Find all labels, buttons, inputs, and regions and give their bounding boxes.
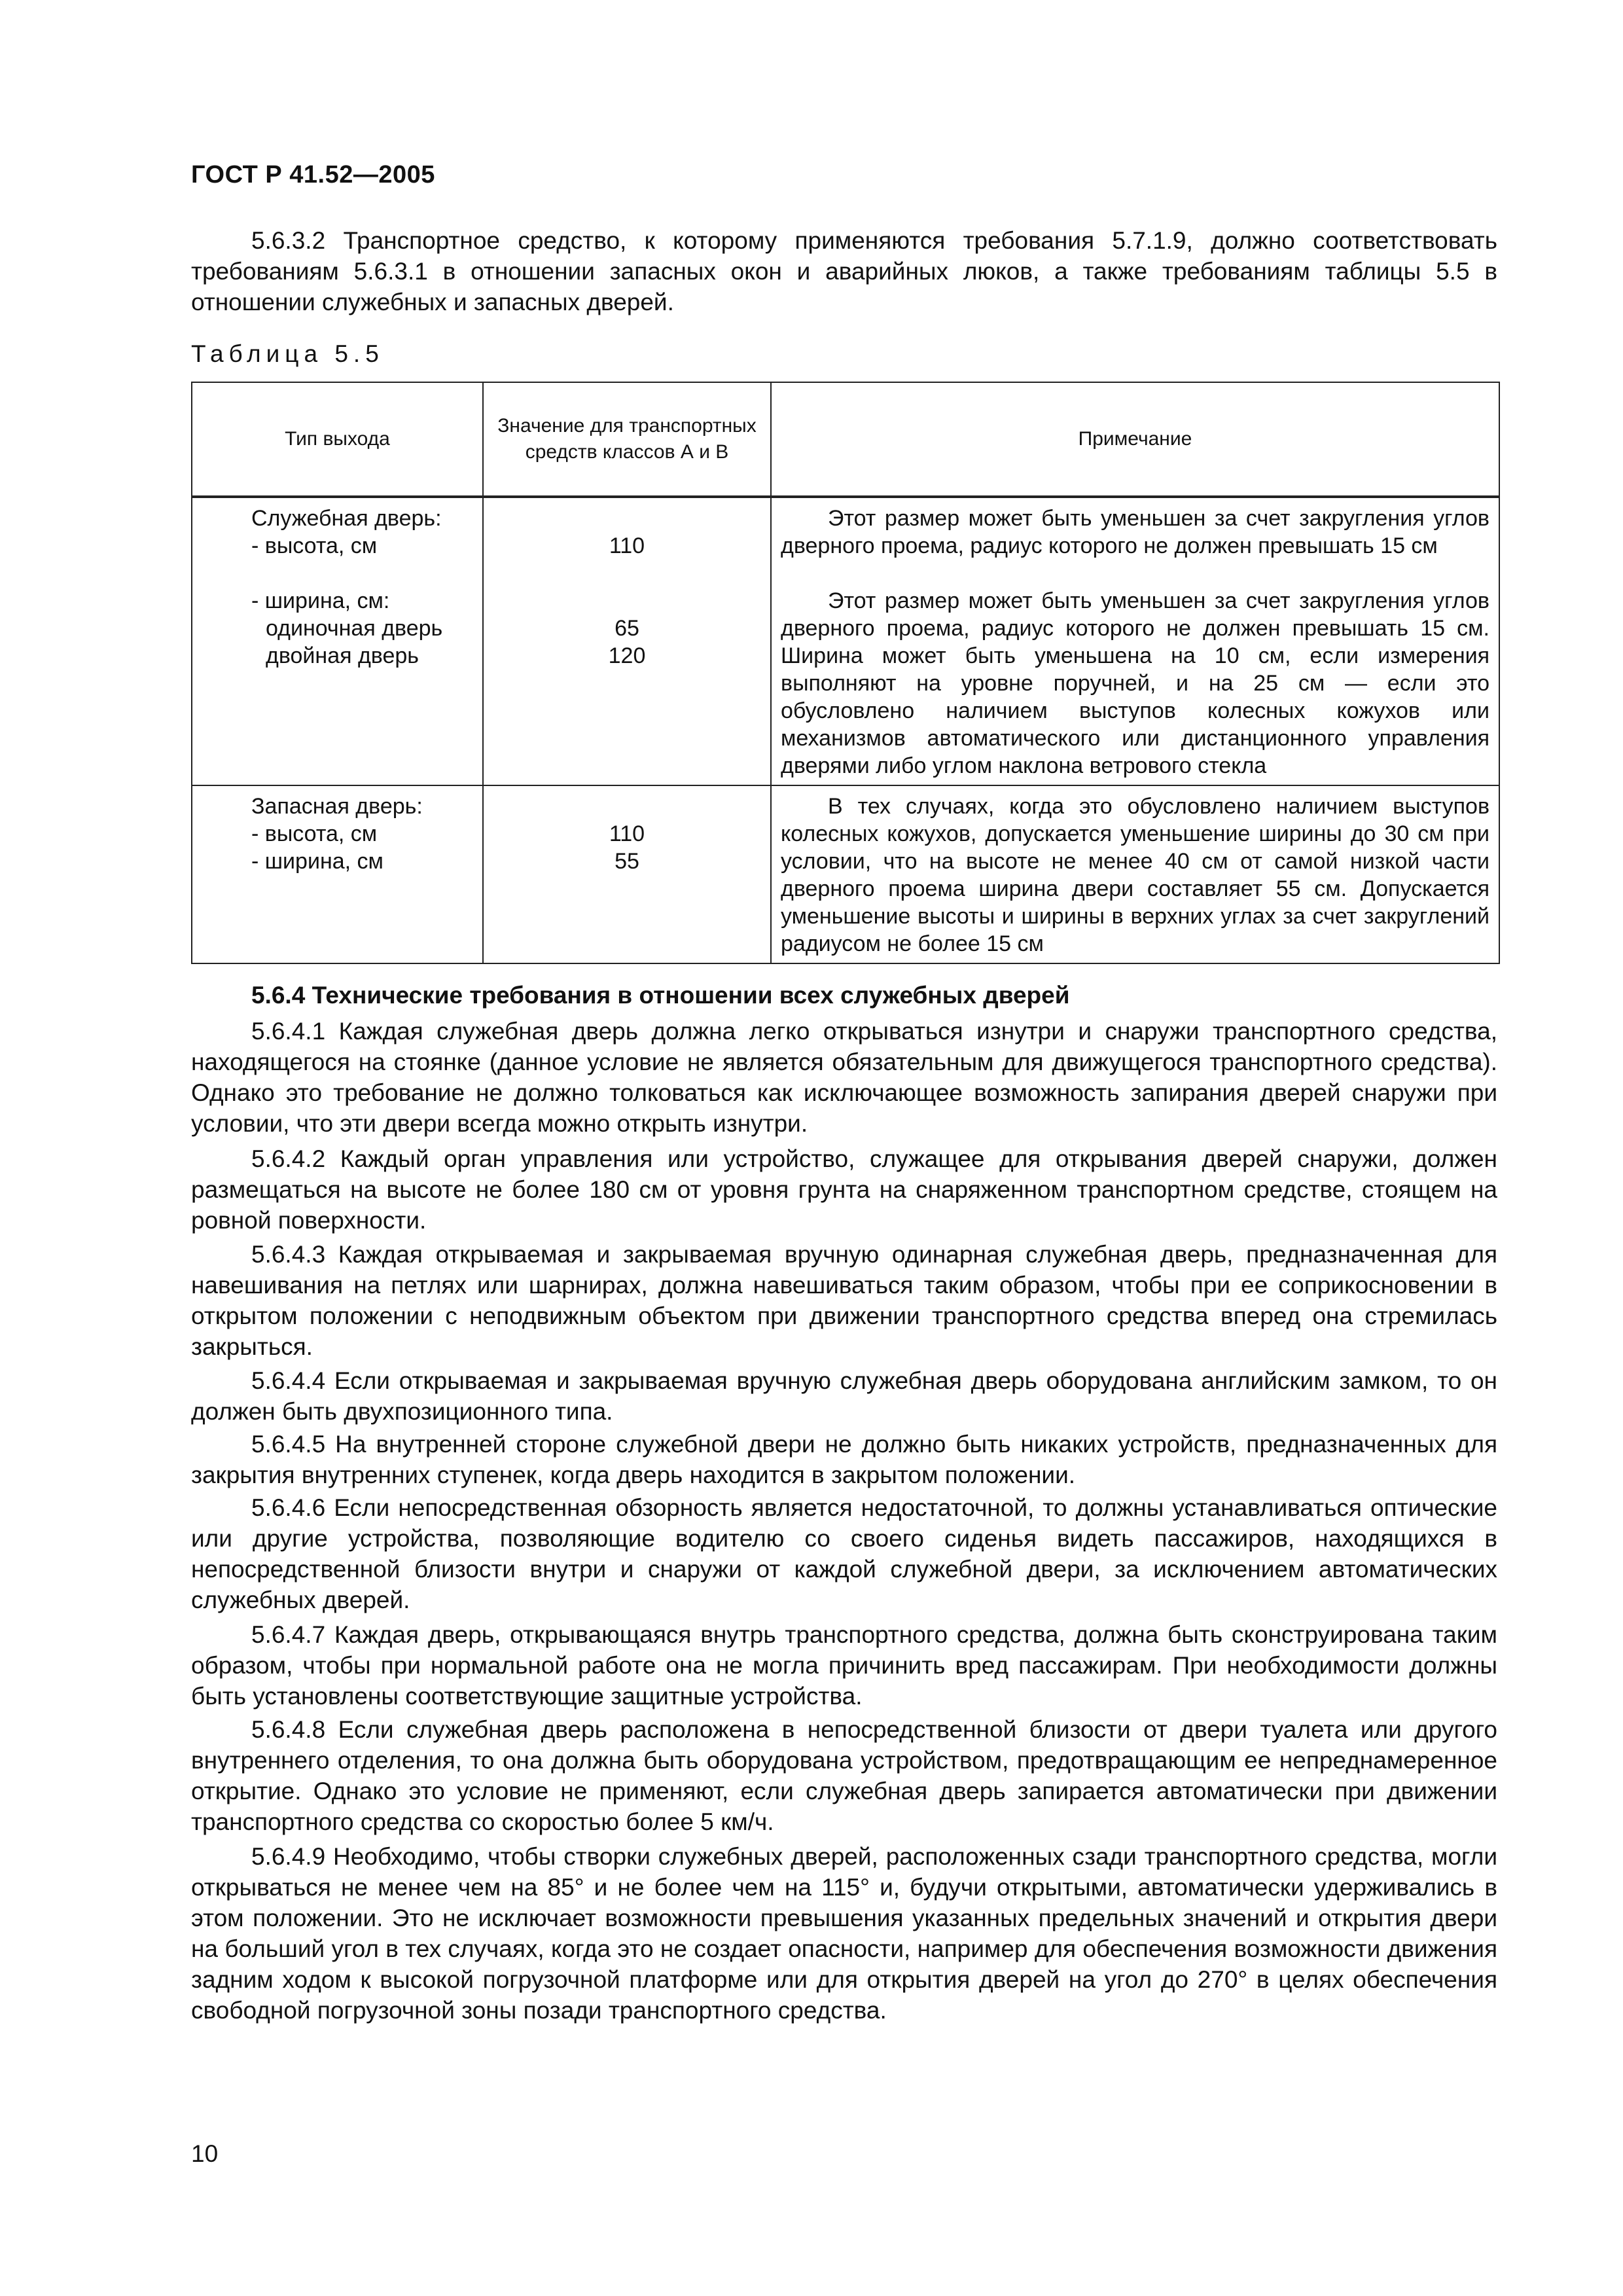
header-note: Примечание bbox=[771, 382, 1499, 497]
paragraph-5-6-4-7: 5.6.4.7 Каждая дверь, открывающаяся внутрь транспортного средства, должна быть сконструирована таким образом, чтобы при нормальной работе она не могла причинить вред пассажирам. При необходимости должны быть установлены соответствующие защитные устройства. bbox=[191, 1621, 1497, 1710]
paragraph-5-6-4-3: 5.6.4.3 Каждая открываемая и закрываемая вручную одинарная служебная дверь, предназначенная для навешивания на петлях или шарнирах, должна навешиваться таким образом, чтобы при ее соприкосновении в открытом положении с неподвижным объектом при движении транспортного средства вперед она стремилась закрыться. bbox=[191, 1241, 1497, 1360]
header-exit-type: Тип выхода bbox=[192, 382, 483, 497]
service-door-single-label: одиночная дверь bbox=[266, 616, 443, 641]
emergency-door-width-value: 55 bbox=[615, 849, 639, 874]
emergency-door-height-label: - высота, см bbox=[251, 821, 378, 846]
document-header: ГОСТ Р 41.52—2005 bbox=[191, 161, 435, 188]
paragraph-5-6-4-1: 5.6.4.1 Каждая служебная дверь должна легко открываться изнутри и снаружи транспортного средства, находящегося на стоянке (данное условие не является обязательным для движущегося транспортного средства). Однако это требование не должно толковаться как исключающее возможность запирания дверей снаружи при условии, что эти двери всегда можно открыть изнутри. bbox=[191, 1018, 1497, 1137]
table-row-emergency-door bbox=[192, 785, 1499, 963]
service-door-height-value: 110 bbox=[609, 533, 645, 558]
service-door-height-label: - высота, см bbox=[251, 533, 378, 558]
emergency-door-width-label: - ширина, см bbox=[251, 849, 383, 874]
paragraph-5-6-4-6: 5.6.4.6 Если непосредственная обзорность является недостаточной, то должны устанавливаться оптические или другие устройства, позволяющие водителю со своего сиденья видеть пассажиров, находящихся в непосредственной близости внутри и снаружи от каждой служебной двери, за исключением автоматических служебных дверей. bbox=[191, 1494, 1497, 1613]
service-door-title: Служебная дверь: bbox=[251, 506, 442, 531]
service-door-width-label: - ширина, см: bbox=[251, 588, 390, 613]
table-row-service-door bbox=[192, 497, 1499, 785]
service-door-width-note: Этот размер может быть уменьшен за счет закругления углов дверного проема, радиус которого не должен превышать 15 см. Ширина может быть уменьшена на 10 см, если измерения выполняют на уровне поручней, и на 25 см — если это обусловлено наличием выступов колесных кожухов или механизмов автоматического или дистанционного управления дверями либо углом наклона ветрового стекла bbox=[781, 588, 1489, 778]
emergency-door-note: В тех случаях, когда это обусловлено наличием выступов колесных кожухов, допускается уменьшение ширины до 30 см при условии, что на высоте не менее 40 см от самой низкой части дверного проема ширина двери составляет 55 см. Допускается уменьшение высоты и ширины в верхних углах за счет закруглений радиусом не более 15 см bbox=[781, 794, 1489, 956]
emergency-door-height-value: 110 bbox=[609, 821, 645, 846]
header-value: Значение для транспортных средств классов А и В bbox=[483, 382, 771, 497]
table-5-5 bbox=[191, 382, 1500, 964]
paragraph-5-6-4-5: 5.6.4.5 На внутренней стороне служебной двери не должно быть никаких устройств, предназначенных для закрытия внутренних ступенек, когда дверь находится в закрытом положении. bbox=[191, 1431, 1497, 1488]
service-door-double-label: двойная дверь bbox=[266, 643, 419, 668]
paragraph-5-6-4-4: 5.6.4.4 Если открываемая и закрываемая вручную служебная дверь оборудована английским замком, то он должен быть двухпозиционного типа. bbox=[191, 1367, 1497, 1425]
service-door-double-value: 120 bbox=[608, 643, 646, 668]
paragraph-5-6-4-8: 5.6.4.8 Если служебная дверь расположена в непосредственной близости от двери туалета или другого внутреннего отделения, то она должна быть оборудована устройством, предотвращающим ее непреднамеренное открытие. Однако это условие не применяют, если служебная дверь запирается автоматически при движении транспортного средства со скоростью более 5 км/ч. bbox=[191, 1716, 1497, 1835]
service-door-single-value: 65 bbox=[615, 616, 639, 641]
emergency-door-title: Запасная дверь: bbox=[251, 794, 423, 819]
page-number: 10 bbox=[191, 2140, 219, 2167]
section-title-5-6-4: 5.6.4 Технические требования в отношении всех служебных дверей bbox=[251, 982, 1070, 1009]
table-caption: Таблица 5.5 bbox=[191, 340, 384, 367]
paragraph-5-6-4-9: 5.6.4.9 Необходимо, чтобы створки служебных дверей, расположенных сзади транспортного средства, могли открываться не менее чем на 85° и не более чем на 115° и, будучи открытыми, автоматически удерживались в этом положении. Это не исключает возможности превышения указанных предельных значений и открытия двери на больший угол в тех случаях, когда это не создает опасности, например для обеспечения возможности движения задним ходом к высокой погрузочной платформе или для открытия дверей на угол до 270° в целях обеспечения свободной погрузочной зоны позади транспортного средства. bbox=[191, 1843, 1497, 2024]
paragraph-5-6-4-2: 5.6.4.2 Каждый орган управления или устройство, служащее для открывания дверей снаружи, должен размещаться на высоте не более 180 см от уровня грунта на снаряженном транспортном средстве, стоящем на ровной поверхности. bbox=[191, 1145, 1497, 1234]
service-door-height-note: Этот размер может быть уменьшен за счет закругления углов дверного проема, радиус которого не должен превышать 15 см bbox=[781, 506, 1489, 558]
table-header-row bbox=[192, 382, 1499, 497]
paragraph-5-6-3-2: 5.6.3.2 Транспортное средство, к которому применяются требования 5.7.1.9, должно соответствовать требованиям 5.6.3.1 в отношении запасных окон и аварийных люков, а также требованиям таблицы 5.5 в отношении служебных и запасных дверей. bbox=[191, 227, 1497, 315]
